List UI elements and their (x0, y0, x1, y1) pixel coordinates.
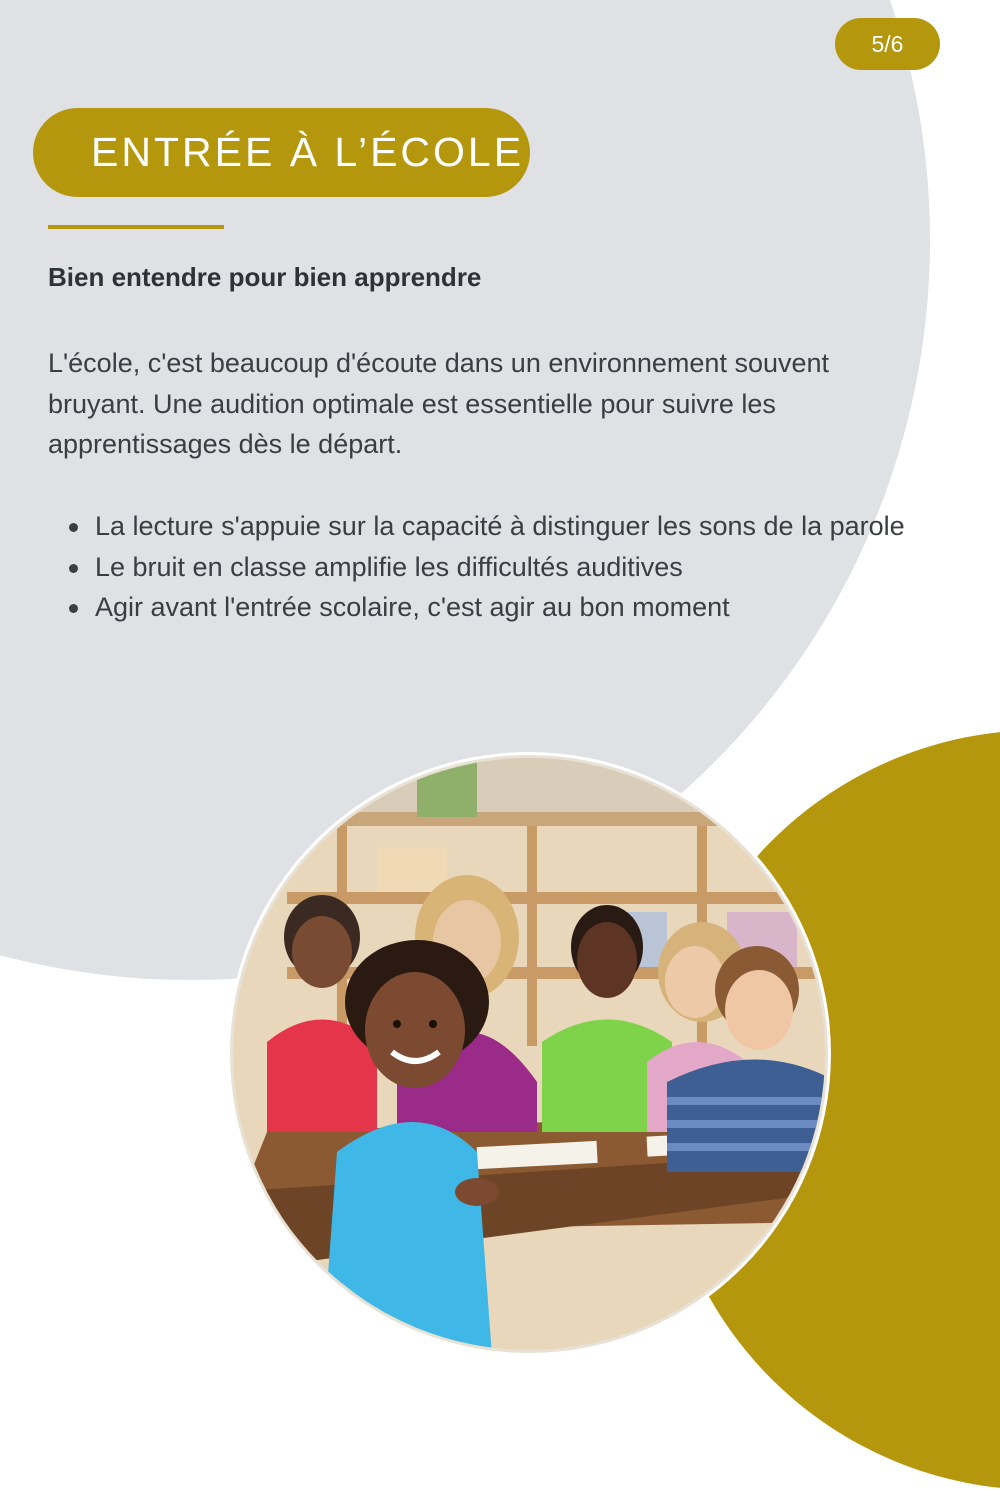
bullet-text: Le bruit en classe amplifie les difficultés auditives (95, 551, 683, 582)
classroom-illustration (227, 752, 831, 1356)
title-pill (33, 108, 530, 197)
bullet-list (48, 506, 948, 628)
intro-paragraph: L'école, c'est beaucoup d'écoute dans un environnement souvent bruyant. Une audition optimale est essentielle pour suivre les apprentissages dès le départ. (48, 348, 830, 459)
page-indicator: 5/6 (835, 18, 940, 70)
subtitle: Bien entendre pour bien apprendre (48, 262, 482, 292)
bullet-text: La lecture s'appuie sur la capacité à distinguer les sons de la parole (95, 511, 905, 541)
bullet-item (48, 506, 948, 547)
bullet-dot-icon (69, 604, 78, 613)
page-title: ENTRÉE À L’ÉCOLE (91, 129, 525, 175)
title-divider (48, 225, 224, 229)
classroom-photo (227, 752, 831, 1356)
bullet-dot-icon (69, 564, 78, 573)
bullet-item (48, 587, 948, 628)
bullet-item (48, 547, 948, 588)
bullet-dot-icon (69, 523, 78, 532)
bullet-text: Agir avant l'entrée scolaire, c'est agir au bon moment (95, 592, 730, 622)
